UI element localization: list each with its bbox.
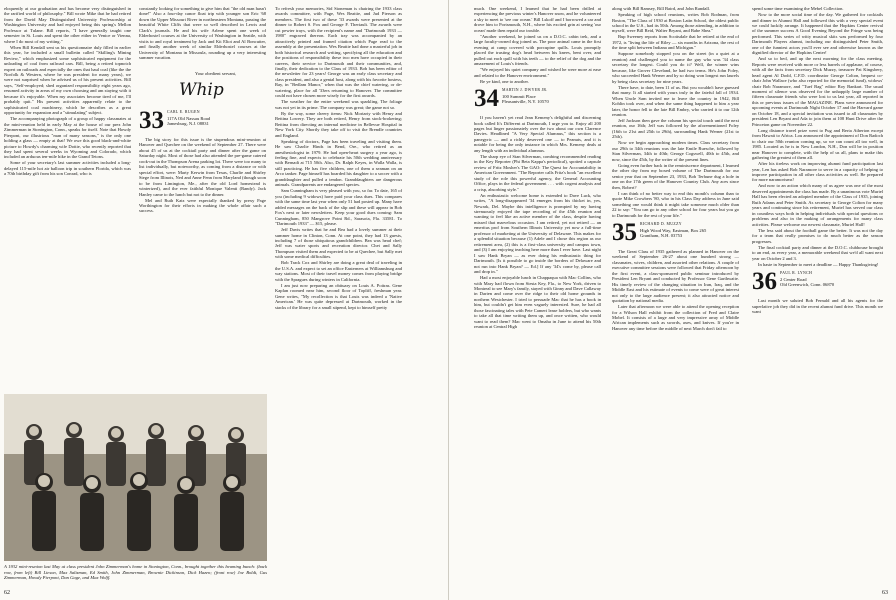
class-heading-36 [752,268,883,296]
class-address [640,222,706,239]
paragraph: And now to an action which many of us agree was one of the most deserved appointments the class has made. By a unanimous vote Muriel Hall has been elected an adopted member of the Class of 1935, joining Ruth Adams and Peter Smith. As secretary to George Colton for many years and continuing since his retirement, Muriel has served our class in countless ways both in helping individuals with special questions or problems and also in the making of arrangements for many class activities. Please welcome our newest classmate, Muriel Hall! [752,183,883,227]
paragraph: Now to the more social time of the day. We gathered for cocktails and dinner in Alumni Hall and followed this with a very special event we could luckily arrange. It happened that the Hopkins Center revival of the summer success A Good Evening Beyond the Fringe was being performed. This series of witty musical skits was performed by four Dartmouth Players alumni, including our distinguished Peter Smith, one of the funniest actors you'll ever see and otherwise known as the dignified director of the Hopkins Center! [752,12,883,56]
paragraph: Going even further back in the reminiscence department, I learned the other day from my boxed volume of The Dartmouth for our senior year that on September 23, 1933, Bob Terhune dug a hole in one on the 17th green of the Hanover Country Club. Any aces since then, Robert? [612,162,739,190]
paragraph: After his tireless work on improving alumni fund participation last year, Len has asked Bob Naramore to serve in a capacity of helping to improve participation in all other class activities as well. Be prepared for more naramorisms! [752,161,883,183]
class-number: 35 [612,218,637,246]
paragraph: I am just now preparing an obituary on Louis A. Poitras. Gene Kaplan roomed near him, second floor of Topliff, freshman year. Gene writes, "My recollection is that Louis was indeed a 'Native American.' He was quite depressed at Dartmouth, worked in the stacks of the library for a small stipend, kept to himself pretty [275,282,402,310]
paragraph: Bob Track Cox and Shirley are doing a great deal of traveling in the U.S.A. and expect to set an office Easterners at Williamsburg and way stations. Most of their travel money comes from playing bridge with the Spragues during winters in California. [275,260,402,282]
paragraph: Later that afternoon we were able to attend the opening reception for a Wilson Hall exhibit from the collection of Fred and Claire Mobel. It consists of a large and very impressive array of Middle African implements such as swords, axes, and knives. If you're in Hanover any time before the middle of next March don't fail to [612,304,739,331]
paragraph: The Great Class of 1935 gathered as planned in Hanover on the weekend of September 26-27 about one hundred strong — classmates, wives, children, and assorted other relations. A couple of executive committee sessions were followed that Friday afternoon by the first event, a class-sponsored public seminar introduced by President Len Bryant and conducted by Professor Gene Garthwaite. His timely review of the changing situation in Iran, Iraq, and the Middle East and his estimate of events to come were of great interest not only to the large audience present; it also attracted notice and quotation by national media. [612,248,739,304]
address-line-1: 2 Center Road [780,276,807,282]
class-number: 33 [139,106,164,134]
column-2 [139,6,266,398]
paragraph: Last month we saluted Bob Fernald and all his agents for the superlative job they did in the recent alumni fund drive. This month we want [752,298,883,314]
address-line-2: Jamesburg, N.J. 08831 [167,121,209,127]
paragraph: "Another weekend, he joined us on a D.O.C. cabin trek, and a large faculty-owned dog joined us. The poor animal came in the first evening at camp covered with porcupine quills. Louis promptly placed the trusting dog's head between his knees, bent over, and pulled out each quill with his teeth — to the relief of the dog and the amazement of Louis's friends. [474,33,601,67]
class-address [780,271,834,288]
paragraph: Be ye kind, one to another. [480,78,529,84]
paragraph: An enthusiastic welcome home is extended to Dave Luck, who writes, "A long-disappeared '34 emerges from his thicket in, yes, Newark, Del. Maybe this intelligence is prompted by my having strenuously enjoyed the tape recording of the 45th reunion and wanting to feel like an active member of the class, despite having missed that marvelous occasion. I am retired, yet not retired — an emeritus prof from Southern Illinois University yet now a full-time professor of marketing at the University of Delaware. This makes for a splendid situation because (1) Adele and I chose this region as our retirement area, (2) this is a first-class university and campus town, and (3) I am enjoying teaching here more than I ever have. Last night I saw Hank Bryan — as ever doing his enthusiastic thing for Dartmouth. [Is it possible to go inside the borders of Delaware and not run into Hank Bryan? — Ed.] If any '34's come by, please call and drop in." [474,192,601,274]
paragraph: Speaking of doctors, Page has been traveling and visiting them. He saw Charlie Hinds in Bend, Ore., who retired as an anesthesiologist in 1979. He had open-heart surgery a year ago, is feeling fine, and expects to celebrate his 50th wedding anniversary with Bernadi at 715 50th. Also, Dr. Ralph Keyes, in Walla Walla, is still practicing. He has five children, one of them a seaman on an Arco tanker. Page himself has boarded his daughter to a soccer with a granddaughter and pulled a tendon. Granddaughters are dangerous animals. Grandparents are endangered species. [275,138,402,188]
page-number-left: 62 [4,590,10,596]
class-address [167,110,210,127]
column-4 [474,6,601,596]
class-number: 34 [474,85,499,113]
sign-off [139,71,266,100]
paragraph: The sharp eye of Stan Silverman, combing recommended reading in the Key Reporter (Phi Beta Kappa's periodical), spotted a capsule review of Fritz Mosher's The GAO: The Quest for Accountability in American Government. "The Reporter calls Fritz's book "an excellent study of the role this powerful agency, the General Accounting Office, plays in the federal government . . . with cogent analysis and a crisp, absorbing style." [474,153,601,192]
address-line-2: Grantham, N.H. 03753 [640,233,683,239]
address-line-1: 117A Old Nassau Road [167,115,211,121]
paragraph: The weather for the entire weekend was sparkling. The foliage was not yet in its prime. The company was great; the game not so. [275,99,402,110]
paragraph: Bup Sweeney reports from Scottsdale that he retired at the end of 1972, is "living the life of Riley — six months in Arizona, the rest of the time split between Indiana and Michigan." [612,34,739,51]
page-gutter [448,0,449,600]
paragraph: When Bill Kendall sent us his questionnaire duly filled in earlier this year, he included a small bulletin called "Skilling's Mining Review," which emphasized some sophisticated equipment for the unloading of coal from railroad cars. Bill, being a retired topnotch expert on railroads and especially the ones that haul coal (like the the Norfolk & Western, where he was president for many years), we were not surprised when he advised us of his present activities. Bill says, "Self-employed; shed organized responsibility eight years ago, resumed activity in areas of my own choosing and am staying with it because it's enjoyable. When my associates become tired of me, I'll probably quit." His present activities apparently relate to the sophisticated coal machinery, which he describes as a great opportunity for expansion and a "stimulating" subject. [4,44,131,116]
column-1 [4,6,131,394]
signature: Whip [179,79,224,100]
paragraph: Suppose somebody stopped you on the street (in a quiet at a reunion) and challenged you to name the guy who was '34 class secretary the longest. Could you do it? Well, the winner wins because, like Grover Cleveland, he had two terms. He's John Foley, who succeeded Hank Werner and by so doing won longest run laurels by being class secretary for nine years. [612,51,739,84]
paragraph: Mel and Ruth Katz were especially thanked by prexy Page Worthington for their efforts in making the whole affair such a success. [139,197,266,214]
paragraph: Long distance travel prize went to Pug and Berta Atherton except from Hawaii to Africa. Lou announced the appointment of Don Radoch to chair our 50th reunion coming up, so we can count all too well, in 1985. Located as he is in New London, N.H., Don will be in position near Hanover to complete, with the help of us all, plans to make this gathering the greatest of them all. [752,127,883,161]
paragraph: And so to bed, and up the next morning for the class meeting. Reports were received with more or less barrels of applause, of course, with all the facts from secretary Dick Muzzy, treasurer Pat Kingsbery, head agent Al Dodd, C.F.D. coordinator George Colton, bequest co-chair John Wallace (who also reported for the memorial fund), widows' chair Bob Naramore, and "Tuef Bag" editor Roy Bankart. The usual moment of silence was observed for the unhappily large number of fifteen classmate friends who were lost to us last year, all reported in this or previous issues of the MAGAZINE. Plans were announced for upcoming events at Dartmouth Night October 17 and the Harvard game on October 18, and a special invitation was issued to all classmates by president Len Bryant and Ada to join them at 108 Hunt Drive after the Princeton game on November 22. [752,56,883,127]
paragraph: Speaking of high school reunions, writes Bob Rodman, from Boston, "The Class of 1930 at Boston Latin School, the oldest public school in the U.S., had its 50th. Among those attending, in addition to myself, were Bill Reid, Walter Bryant, and Babe Shea." [612,12,739,34]
paragraph: I can think of no better way to end this month's column than to quote Mike Crowbers '80, who in his Class Day address in June said something one would think it might take someone much older than 22 to say: "You can go to any other school for four years but you go to Dartmouth for the rest of your life." [612,190,739,218]
paragraph: Sam Cunningham is very pleased with you, so far. To date, 165 of you (including 9 widows) have paid your class dues. This compares with the same time last year when only 51 had posted up. Many have added messages on the back of the slip and these will appear in Bob Fox's next or later newsletters. Keep your good dues coming: Sam Cunningham, 850 Mangrove Point Rd., Sarasota, Fla. 33581. To "Dartmouth 1933" — $15, please. [275,188,402,227]
column-5 [612,6,739,596]
class-number: 36 [752,268,777,296]
paragraph: By the way, some cheery items: Nick Moriarty with Henry and Bettina Lowery. They are both retired, Henry from stock-brokering; Bettina from directing an internal medicine in Bellevue Hospital in New York City. Shortly they take off to visit the Brendle countries and England. [275,110,402,138]
address-line-1: High Wood Way, Eastman, Box 265 [640,227,707,233]
class-heading-35 [612,218,739,246]
paragraph: The big story for this issue is the stupendous mini-reunion at Hanover and Quechee on the weekend of September 27. There were about 45 of us at the cocktail party and dinner after the game on Saturday night. Most of those had also attended the pre-game catered cook-out in the Thompson Arena parking lot. There were too many to list individually, but noteworthy, as coming from a distance or with special effort, were: Marty Kerwin from Texas, Charlie and Shirley Stege from Illinois, Ned and Anne Fenn from Maryland (though soon to be from Limington, Me., after the old Lord homestead is winterized), and the ever faithful Monique Valenti (Randy). Jack Hanley came to the lunch but not to the dinner. [139,136,266,197]
paragraph: In haste in September to meet a deadline — Happy Thanksgiving! [758,261,879,267]
column-3 [275,6,402,596]
paragraph: The final cocktail party and dinner at the D.O.C. clubhouse brought to an end, as every year, a memorable weekend that we'd all want next year on October 2 and 3. [752,244,883,261]
reunion-photo [4,394,267,561]
secretary-name: CARL E. RUGEN [167,109,200,114]
paragraph: The less said about the football game the better. It was not the day for a team that really promises to do much better as the season progresses. [752,227,883,244]
class-heading-34 [474,85,601,113]
paragraph: Now we begin approaching modern times. Class secretary from our 29th to 34th reunions was the late Emile Ruesche, followed by Stan Silverman, 34th to 40th; George Cogswell, 40th to 45th, and now, since the 45th, by the writer of the present lines. [612,140,739,162]
paragraph: Some of your secretary's last summer activities included a long-delayed 115-mile hot air balloon trip in southern Florida, which was a 70th birthday gift from his son Conrad, who is [4,160,131,177]
page-number-right: 63 [882,590,888,596]
paragraph: constantly looking for something to give him that "the old man hasn't done!" Also a four-day canoe float trip with younger son Eric '68 down the Upper Missouri River in northeastern Montana, passing the beautiful White Cliffs that were so well described in Lewis and Clark's journals. He and his wife Arlene spent one week of Elderhostel courses at the University of Washington in Seattle, with visits to and royal treatment by Jack and Kit Eliot and Al Boncutter, and finally another week of similar Elderhostel courses at the University of Montana in Missoula, rounding up a very interesting summer vacation. [139,6,266,61]
class-address [502,88,549,105]
paragraph: along with Bill Ramsey, Bill Baird, and John Randall. [612,6,711,11]
secretary-name: RICHARD D. MUZZY [640,221,682,226]
address-line-2: Pleasantville, N.Y. 10570 [502,99,549,105]
paragraph: Had a most enjoyable lunch in Chappaqua with Mac Collins, who with Mary had flown from Siesta Key, Fla., to New York, driven to Montreal to see Mary's family, stayed with Ginny and Dave Callaway in Darien and come over the ridge to their old home grounds in northern Westchester. I tried to persuade Mac that he has a book in him, but couldn't get him even vaguely interested. Sure, he had all those fascinating tales with Pete Cameri lease holders, but who wants to take all that time writing them up, and once written, who would want to read them? Mac went to Omaha in June to attend his 50th reunion at Central High [474,275,601,330]
class-heading-33 [139,106,266,134]
address-line-1: 100 Summit Place [502,93,536,99]
paragraph: eloquently at our graduation and has become very distinguished in the rarified world of philosophy." Bill wrote Mike that he had retired from the David May Distinguished University Professorship at Washington University and had enjoyed being this spring's Mellon Professor at Tulane. Bill reports, "I have generally taught one semester in St. Louis and spent the other either in Venice or Vienna, where I do most of my writing." [4,6,131,44]
paragraph: Jeff Jackson then gave the column his special touch until the next reunion, our 16th; Jeff was followed by the aforementioned Foley (16th to 21st and 25th to 29th), surrounding Hank Werner (21st to 25th). [612,118,739,140]
paragraph: "We enjoyed his quiet company and wished he were more at ease and related to the Hanover environment." [474,67,601,78]
address-line-2: Old Greenwich, Conn. 06870 [780,282,835,288]
paragraph: much. One weekend, I learned that he had been drilled at experiencing the previous winter's Hanover snow, and he volunteered a sky to meet to 'see our ocean.' Bill Lskoff and I borrowed a car and drove him to Portsmouth, N.H., where his excited grin at seeing 'our ocean' made then repaid our trouble. [474,6,601,33]
paragraph: Jeff Davis writes that he and Bea had a lovely summer at their summer home in Clinton, Conn. At one point, they had 13 guests, including 7 of those ubiquitous grandchildren. Bea was head chef; Jeff was water sports and recreation director. Chet and Sally Thompson visited them and expected to be at Quechee, but Sally met with some medical difficulties. [275,227,402,260]
paragraph: To refresh your memories, Sid Stoneman is chairing the 1933 class awards committee, with Page, Wes Beattie, and Jud Pierson as members. The first two of these '33 awards were presented at the dinner to Robert S. Fox and George F. Theriault. The awards were cut pewter trays, with the recipient's name and "Dartmouth 1933 — 1980" engraved thereon. Each tray was accompanied by an attractively printed and framed citation which Page read to the assembly at the presentation. Wes Beattie had done a masterful job in both historical research and writing, specifying all the education and the positions of responsibility these two men have occupied in their careers, their service to Dartmouth and their communities, and, finally, their dedication to the Class of 1933. Bob has been editor of the newsletter for 23 years! George was an early class secretary and class president, and also a genial host, along with his favorite hostess, Ray, in "Bedlam Manor," when that was the chief watering, or de-watering, place for all '33ers returning to Hanover. The committee could not have chosen more wisely for the first awards. [275,6,402,99]
secretary-name: PAUL R. LYNCH [780,271,813,276]
paragraph: spend some time examining the Mebel Collection. [752,6,844,11]
sign-off-closing: Your obedient servant, [195,70,237,76]
column-6 [752,6,883,596]
secretary-name: MARTIN J. DWYER JR. [502,88,548,93]
paragraph: There have, to date, been 11 of us. But you wouldn't have guessed that many. It all started with yours truly in the fateful fall of 1934. When Uncle Sam invited me to leave the country in 1942, Bill Kohlin took over, and when the same thing happened to him a year later, the honor fell to the late Bill Embry, who carried it to our 12th reunion. [612,84,739,117]
photo-caption: A 1932 mini-reunion last May at class president John Zimmerman's home in Stonington, Conn., brought together this beaming bunch: (back row, from left) Bill Lieson, Max Saltzman, Ed Smith, John Zimmerman, Brownie Dickinson, Dick Hazen; (front row) Joe Boldt, Gus Zimmerman, Howdy Pierpont, Dan Gage, and Max Wolff. [4,564,267,580]
paragraph: The accompanying photograph of a group of happy classmates at the mini-reunion held in early May at the house of our prez John Zimmerman in Stonington, Conn., speaks for itself. Note that Howdy Pierpont, our illustrious "man of many seasons," is the only one holding a glass — empty at that! We owe this good black-and-white picture to Howdy's charming wife Dottie, who recently reported that they had spent several weeks in Wyoming and Colorado, which included an arduous ten-mile hike in the Grand Tetons. [4,116,131,160]
paragraph: If you haven't yet read Jean Kemeny's delightful and discerning book called It's Different at Dartmouth, I urge you to. Enjoy all 200 pages but linger passionately over the two about our own Clarence Davies. Headlined "A Very Special Alumnus," this section is a panegyric — and a richly deserved one — to Peanuts, and it is notable for being the only instance in which Mrs. Kemeny deals at any length with an individual alumnus. [474,115,601,153]
